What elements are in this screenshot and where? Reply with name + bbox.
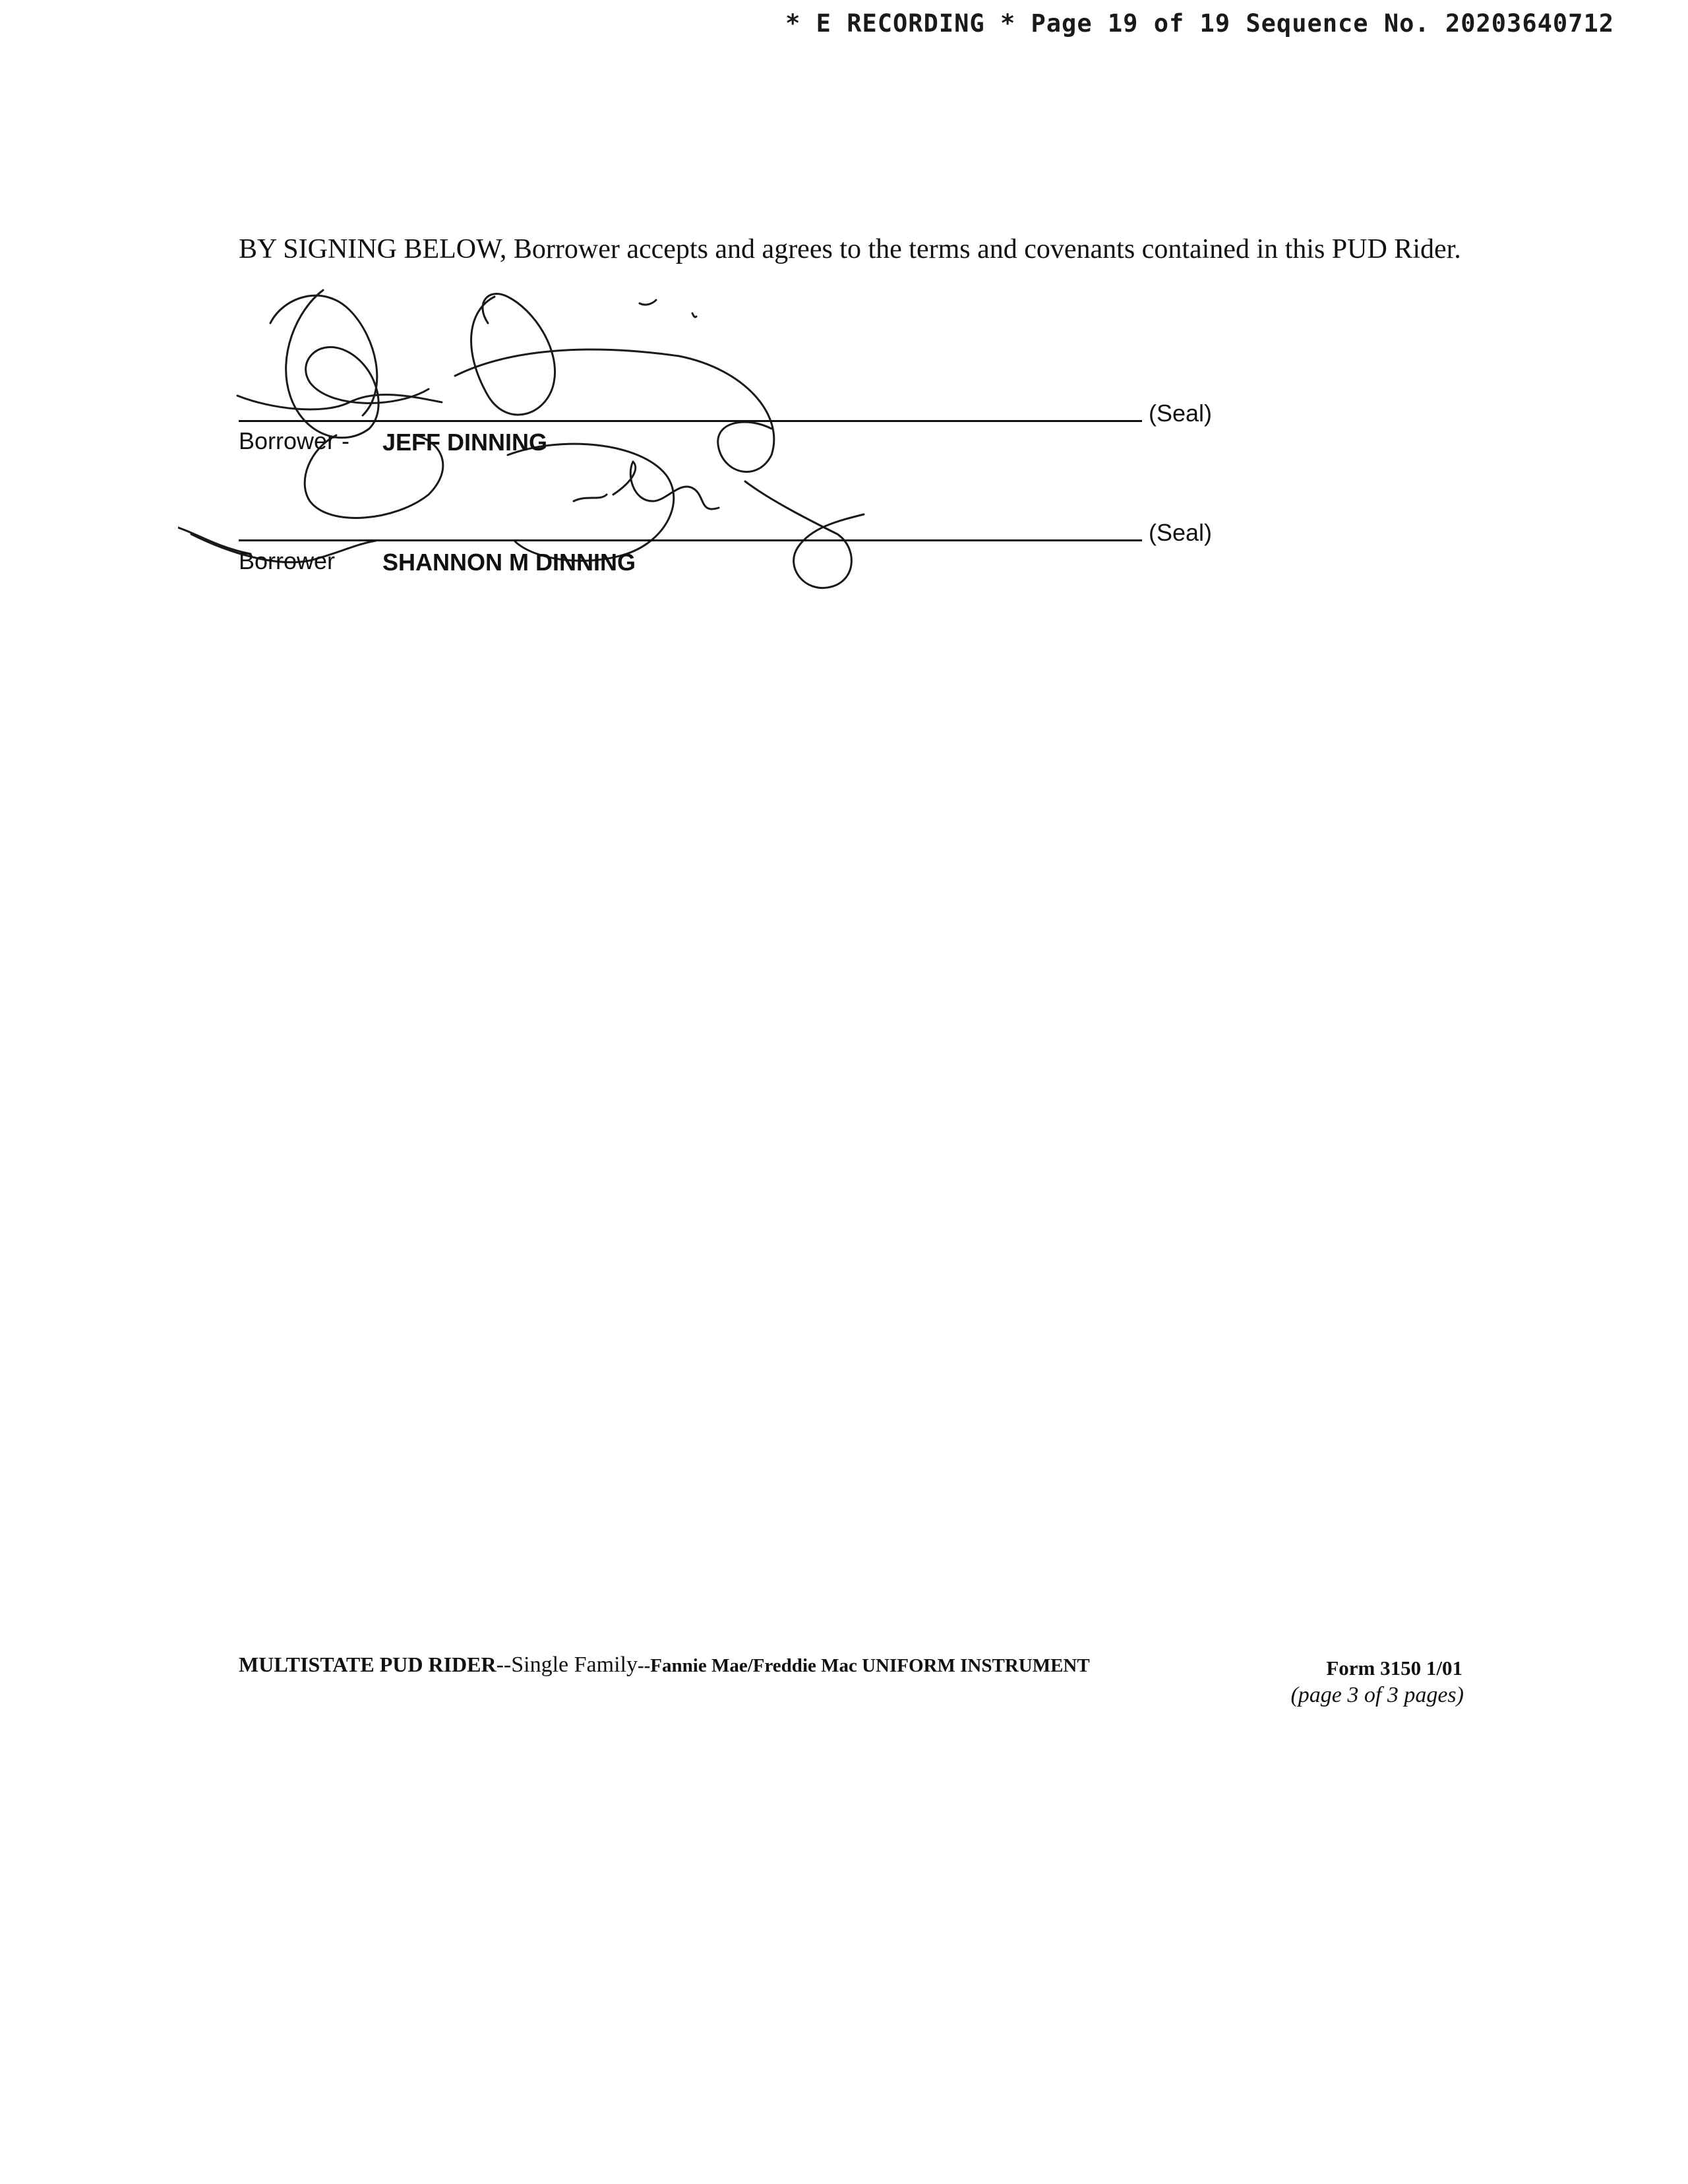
borrower-name-2: SHANNON M DINNING (382, 549, 636, 576)
borrower-label-2: Borrower (239, 547, 336, 574)
signature-stroke (270, 295, 377, 415)
form-number: Form 3150 1/01 (1326, 1656, 1462, 1680)
signature-stroke (613, 462, 719, 509)
footer-title-family: --Single Family (496, 1653, 638, 1677)
signature-stroke (692, 313, 696, 317)
footer-title-instrument: --Fannie Mae/Freddie Mac UNIFORM INSTRUMENT (637, 1655, 1090, 1676)
page-count: (page 3 of 3 pages) (1290, 1683, 1464, 1707)
borrower-name-1: JEFF DINNING (382, 429, 548, 456)
signature-line-2 (239, 539, 1142, 541)
signature-stroke (471, 294, 555, 415)
signature-stroke (745, 481, 864, 588)
signing-statement: BY SIGNING BELOW, Borrower accepts and agrees to the terms and covenants contained in this PUD Rider. (239, 234, 1461, 264)
footer-form-title (239, 1653, 1090, 1678)
seal-label-2: (Seal) (1149, 519, 1213, 546)
signature-stroke (574, 495, 607, 501)
signature-stroke (508, 444, 674, 561)
signature-stroke (640, 300, 656, 305)
footer-title-main: MULTISTATE PUD RIDER (239, 1653, 497, 1676)
recording-header: * E RECORDING * Page 19 of 19 Sequence No. 20203640712 (785, 9, 1614, 38)
signature-stroke (286, 290, 429, 438)
signature-line-1 (239, 420, 1142, 422)
seal-label-1: (Seal) (1149, 400, 1213, 427)
borrower-label-1: Borrower - (239, 427, 350, 454)
signature-stroke (237, 394, 442, 409)
